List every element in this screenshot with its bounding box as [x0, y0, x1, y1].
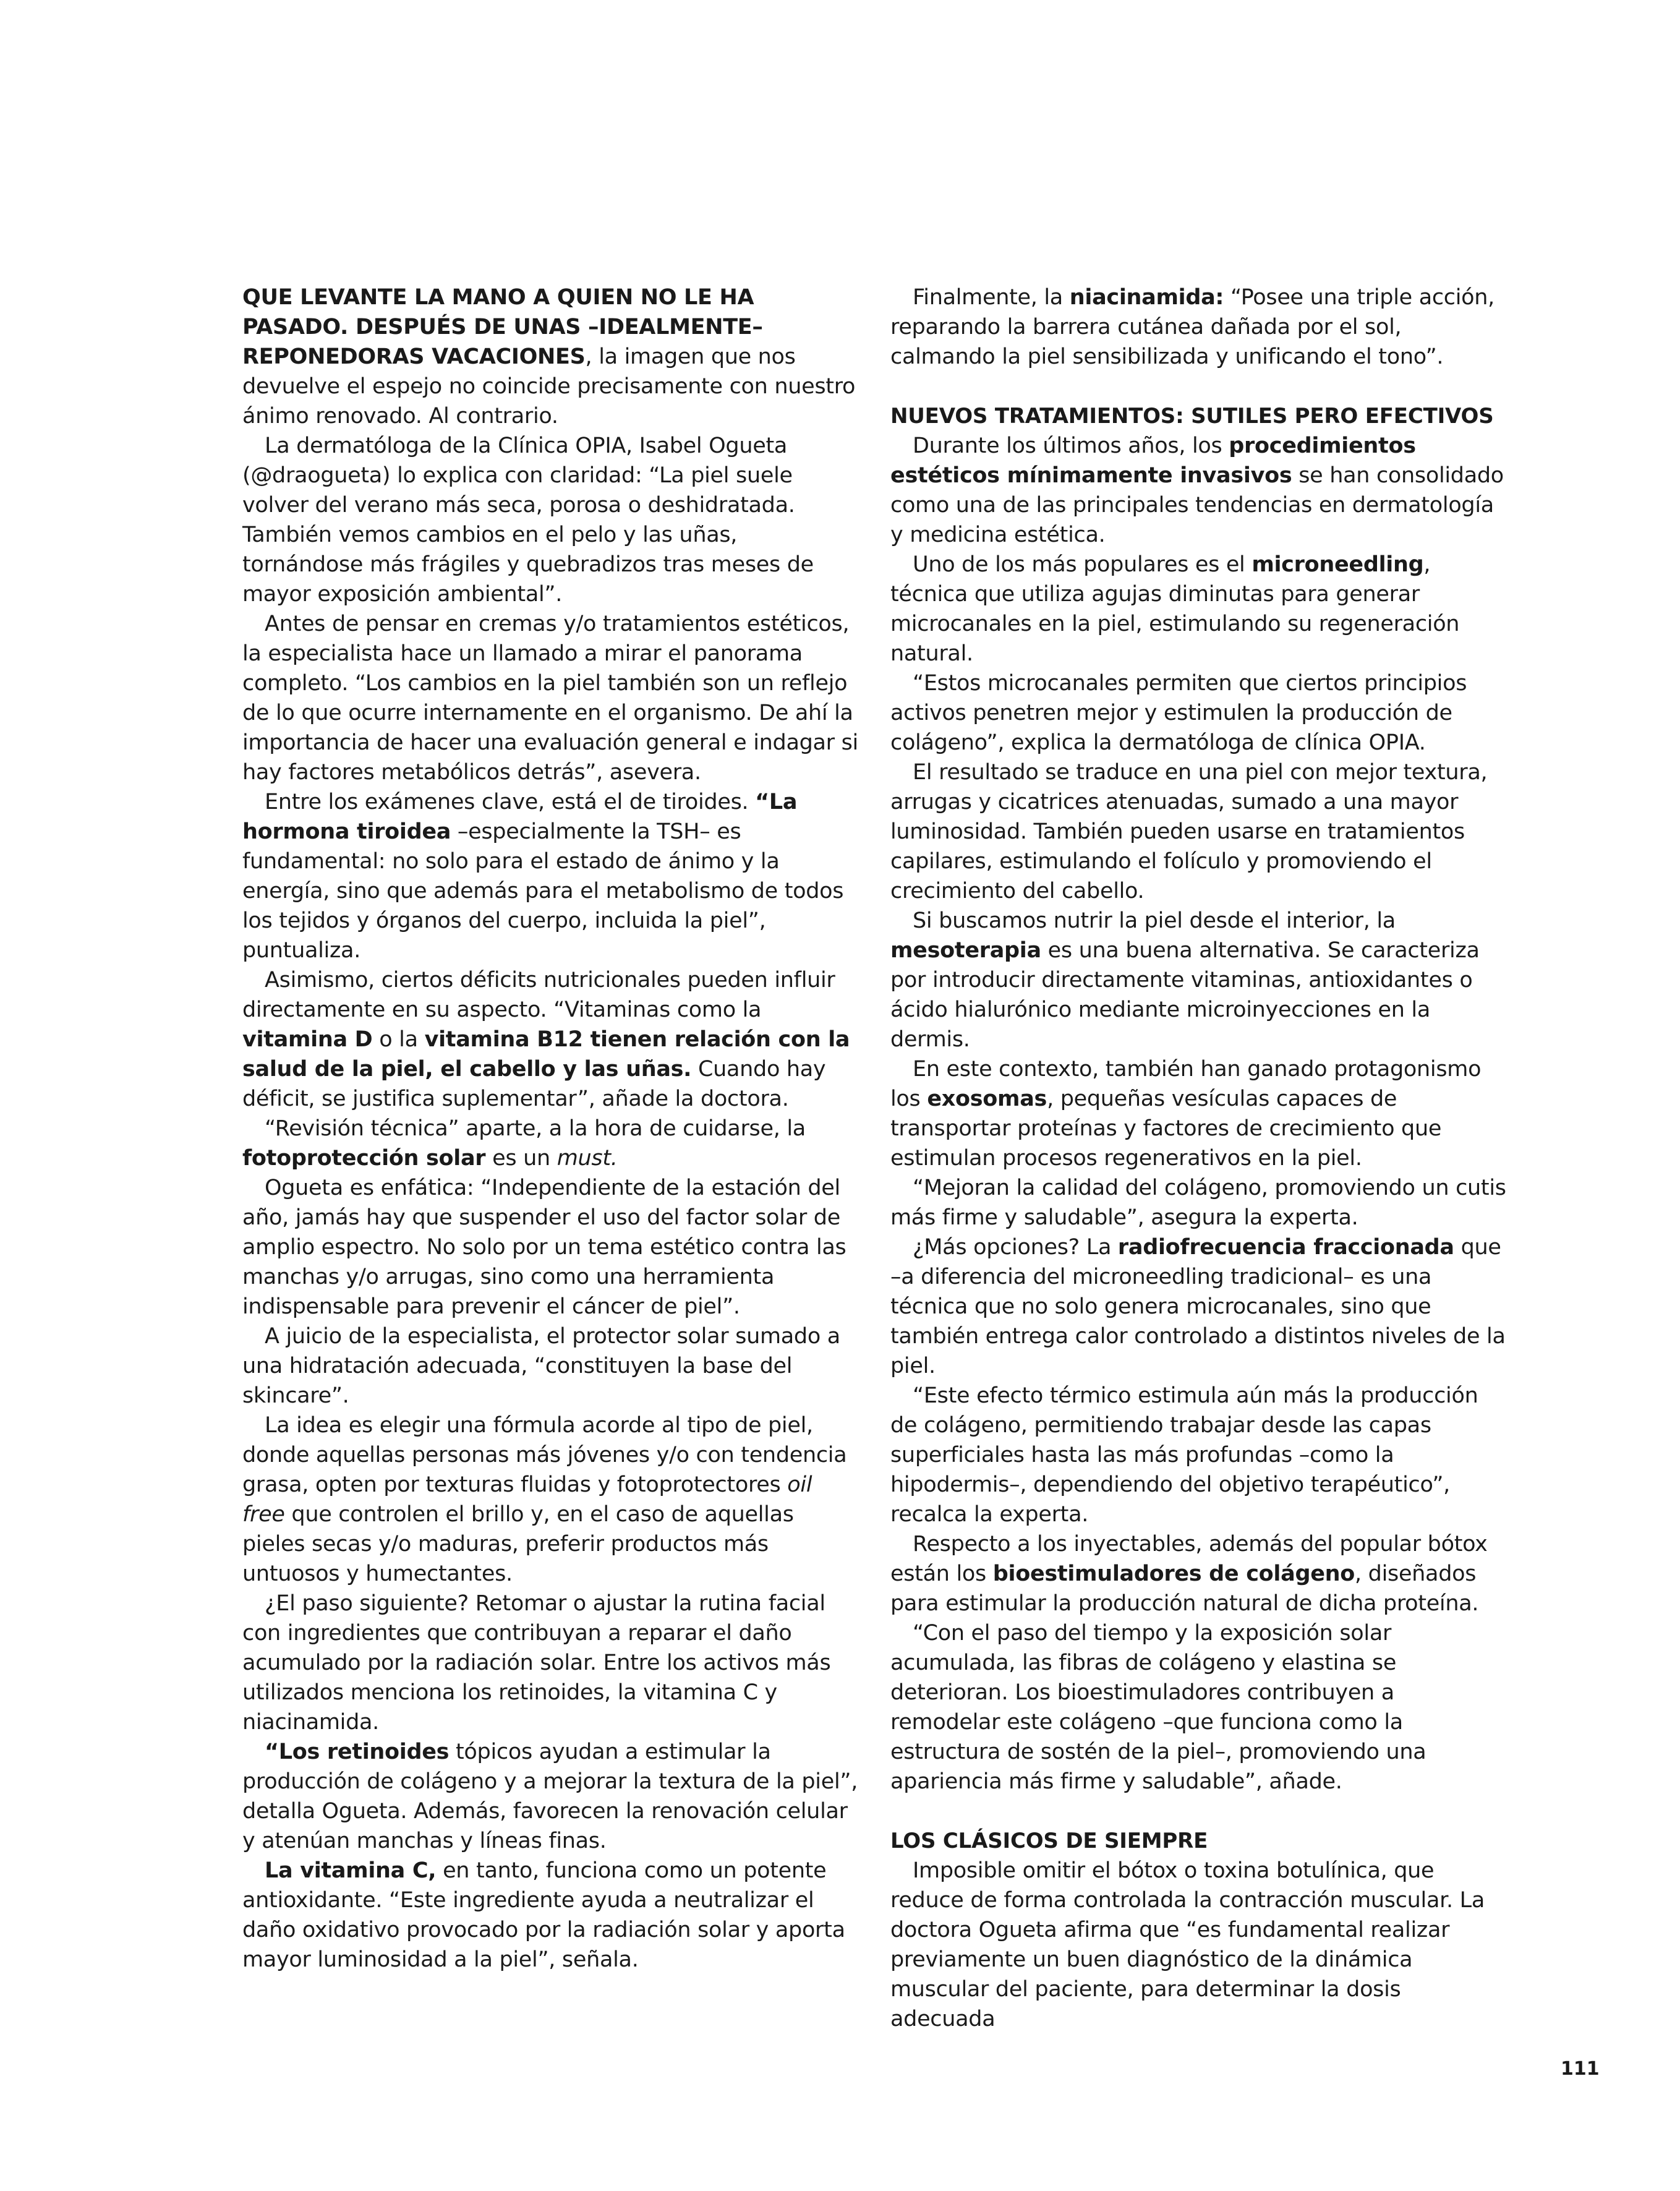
- bold-run: fotoprotección solar: [242, 1146, 486, 1171]
- page-number: 111: [1561, 2058, 1600, 2080]
- text-run: es un: [485, 1146, 557, 1171]
- paragraph: [242, 1737, 861, 1856]
- bold-run: bioestimuladores de colágeno: [992, 1561, 1355, 1586]
- paragraph: [890, 550, 1509, 668]
- intro-rest: , la imagen que nos devuelve el espejo no coincide precisamente con nuestro ánimo renovado. Al contrario.: [242, 344, 856, 429]
- left-column: [242, 283, 861, 1975]
- paragraph: La dermatóloga de la Clínica OPIA, Isabel Ogueta (@draogueta) lo explica con claridad: “La piel suele volver del verano más seca, porosa o deshidratada. También vemos cambios en el pelo y las uñas, tornándose más frágiles y quebradizos tras meses de mayor exposición ambiental”.: [242, 434, 814, 607]
- paragraph: Ogueta es enfática: “Independiente de la estación del año, jamás hay que suspender el uso del factor solar de amplio espectro. No solo por un tema estético contra las manchas y/o arrugas, sino como una herramienta indispensable para prevenir el cáncer de piel”.: [242, 1176, 846, 1319]
- paragraph: “Este efecto térmico estimula aún más la producción de colágeno, permitiendo trabajar desde las capas superficiales hasta las más profundas –como la hipodermis–, dependiendo del objetivo terapéutico”, recalca la experta.: [890, 1383, 1478, 1527]
- text-run: que –a diferencia del microneedling tradicional– es una técnica que no solo genera microcanales, sino que también entrega calor controlado a distintos niveles de la piel.: [890, 1235, 1506, 1378]
- bold-run: “Los retinoides: [265, 1740, 450, 1764]
- text-run: se han consolidado como una de las principales tendencias en dermatología y medicina estética.: [890, 463, 1504, 547]
- bold-run: mesoterapia: [890, 938, 1041, 963]
- paragraph: [890, 1529, 1509, 1618]
- paragraph: “Mejoran la calidad del colágeno, promoviendo un cutis más firme y saludable”, asegura la experta.: [890, 1176, 1506, 1230]
- text-run: Uno de los más populares es el: [913, 552, 1252, 577]
- paragraph: [242, 1411, 861, 1589]
- text-run: Durante los últimos años, los: [913, 434, 1229, 458]
- bold-run: “La hormona tiroidea: [242, 790, 798, 844]
- text-run: “Revisión técnica” aparte, a la hora de cuidarse, la: [265, 1116, 806, 1141]
- paragraph: A juicio de la especialista, el protector solar sumado a una hidratación adecuada, “constituyen la base del skincare”.: [242, 1324, 840, 1408]
- bold-run: radiofrecuencia fraccionada: [1117, 1235, 1454, 1260]
- text-run: ¿Más opciones? La: [913, 1235, 1118, 1260]
- right-column: [890, 283, 1509, 2034]
- intro-lead: QUE LEVANTE LA MANO A QUIEN NO LE HA PASADO. DESPUÉS DE UNAS –IDEALMENTE– REPONEDORAS VACACIONES: [242, 285, 763, 369]
- paragraph: Antes de pensar en cremas y/o tratamientos estéticos, la especialista hace un llamado a mirar el panorama completo. “Los cambios en la piel también son un reflejo de lo que ocurre internamente en el organismo. De ahí la importancia de hacer una evaluación general e indagar si hay factores metabólicos detrás”, asevera.: [242, 612, 858, 785]
- text-run: es una buena alternativa. Se caracteriza por introducir directamente vitaminas, antioxidantes o ácido hialurónico mediante microinyecciones en la dermis.: [890, 938, 1480, 1052]
- paragraph: [242, 1856, 861, 1975]
- paragraph: [890, 283, 1509, 372]
- bold-run: exosomas: [927, 1087, 1047, 1111]
- text-run: o la: [372, 1027, 425, 1052]
- paragraph: [890, 431, 1509, 550]
- paragraph: El resultado se traduce en una piel con mejor textura, arrugas y cicatrices atenuadas, sumado a una mayor luminosidad. También pueden usarse en tratamientos capilares, estimulando el folículo y promoviendo el crecimiento del cabello.: [890, 760, 1488, 903]
- bold-run: La vitamina C,: [265, 1858, 437, 1883]
- bold-run: procedimientos estéticos mínimamente invasivos: [890, 434, 1416, 488]
- paragraph: ¿El paso siguiente? Retomar o ajustar la rutina facial con ingredientes que contribuyan a reparar el daño acumulado por la radiación solar. Entre los activos más utilizados menciona los retinoides, la vitamina C y niacinamida.: [242, 1591, 831, 1735]
- text-run: tópicos ayudan a estimular la producción de colágeno y a mejorar la textura de la piel”, detalla Ogueta. Además, favorecen la renovación celular y atenúan manchas y líneas finas.: [242, 1740, 858, 1853]
- paragraph: [890, 906, 1509, 1054]
- text-run: La idea es elegir una fórmula acorde al tipo de piel, donde aquellas personas más jóvenes y/o con tendencia grasa, opten por texturas fluidas y fotoprotectores: [242, 1413, 847, 1497]
- bold-run: vitamina D: [242, 1027, 373, 1052]
- bold-run: vitamina B12 tienen relación con la salud de la piel, el cabello y las uñas.: [242, 1027, 850, 1082]
- text-run: , pequeñas vesículas capaces de transportar proteínas y factores de crecimiento que estimulan procesos regenerativos en la piel.: [890, 1087, 1442, 1171]
- text-run: Asimismo, ciertos déficits nutricionales pueden influir directamente en su aspecto. “Vitaminas como la: [242, 968, 835, 1022]
- section-heading: LOS CLÁSICOS DE SIEMPRE: [890, 1829, 1208, 1853]
- text-run: , diseñados para estimular la producción natural de dicha proteína.: [890, 1561, 1479, 1616]
- intro-paragraph: [242, 283, 861, 431]
- text-run: Entre los exámenes clave, está el de tiroides.: [265, 790, 756, 814]
- text-run: Finalmente, la: [913, 285, 1070, 310]
- bold-run: niacinamida:: [1069, 285, 1224, 310]
- text-run: , técnica que utiliza agujas diminutas para generar microcanales en la piel, estimulando su regeneración natural.: [890, 552, 1460, 666]
- paragraph: “Con el paso del tiempo y la exposición solar acumulada, las fibras de colágeno y elastina se deterioran. Los bioestimuladores contribuyen a remodelar este colágeno –que funciona como la estructura de sostén de la piel–, promoviendo una apariencia más firme y saludable”, añade.: [890, 1621, 1426, 1794]
- bold-run: microneedling: [1251, 552, 1424, 577]
- paragraph: [890, 1232, 1509, 1381]
- text-run: “Posee una triple acción, reparando la barrera cutánea dañada por el sol, calmando la piel sensibilizada y unificando el tono”.: [890, 285, 1495, 369]
- text-run: Respecto a los inyectables, además del popular bótox están los: [890, 1532, 1488, 1586]
- paragraph: [890, 1054, 1509, 1173]
- paragraph: “Estos microcanales permiten que ciertos principios activos penetren mejor y estimulen la producción de colágeno”, explica la dermatóloga de clínica OPIA.: [890, 671, 1467, 755]
- text-run: en tanto, funciona como un potente antioxidante. “Este ingrediente ayuda a neutralizar el daño oxidativo provocado por la radiación solar y aporta mayor luminosidad a la piel”, señala.: [242, 1858, 845, 1972]
- text-run: Si buscamos nutrir la piel desde el interior, la: [913, 908, 1396, 933]
- text-run: –especialmente la TSH– es fundamental: no solo para el estado de ánimo y la energía, sino que además para el metabolismo de todos los tejidos y órganos del cuerpo, incluida la piel”, puntualiza.: [242, 819, 844, 963]
- text-run: En este contexto, también han ganado protagonismo los: [890, 1057, 1482, 1111]
- text-run: que controlen el brillo y, en el caso de aquellas pieles secas y/o maduras, preferir productos más untuosos y humectantes.: [242, 1502, 794, 1586]
- italic-run: oil free: [242, 1472, 812, 1527]
- italic-run: must.: [556, 1146, 618, 1171]
- paragraph: [242, 787, 861, 965]
- paragraph: Imposible omitir el bótox o toxina botulínica, que reduce de forma controlada la contracción muscular. La doctora Ogueta afirma que “es fundamental realizar previamente un buen diagnóstico de la dinámica muscular del paciente, para determinar la dosis adecuada: [890, 1858, 1485, 2031]
- paragraph: [242, 1114, 861, 1173]
- section-heading: NUEVOS TRATAMIENTOS: SUTILES PERO EFECTIVOS: [890, 404, 1494, 429]
- text-run: Cuando hay déficit, se justifica suplementar”, añade la doctora.: [242, 1057, 826, 1111]
- paragraph: [242, 965, 861, 1114]
